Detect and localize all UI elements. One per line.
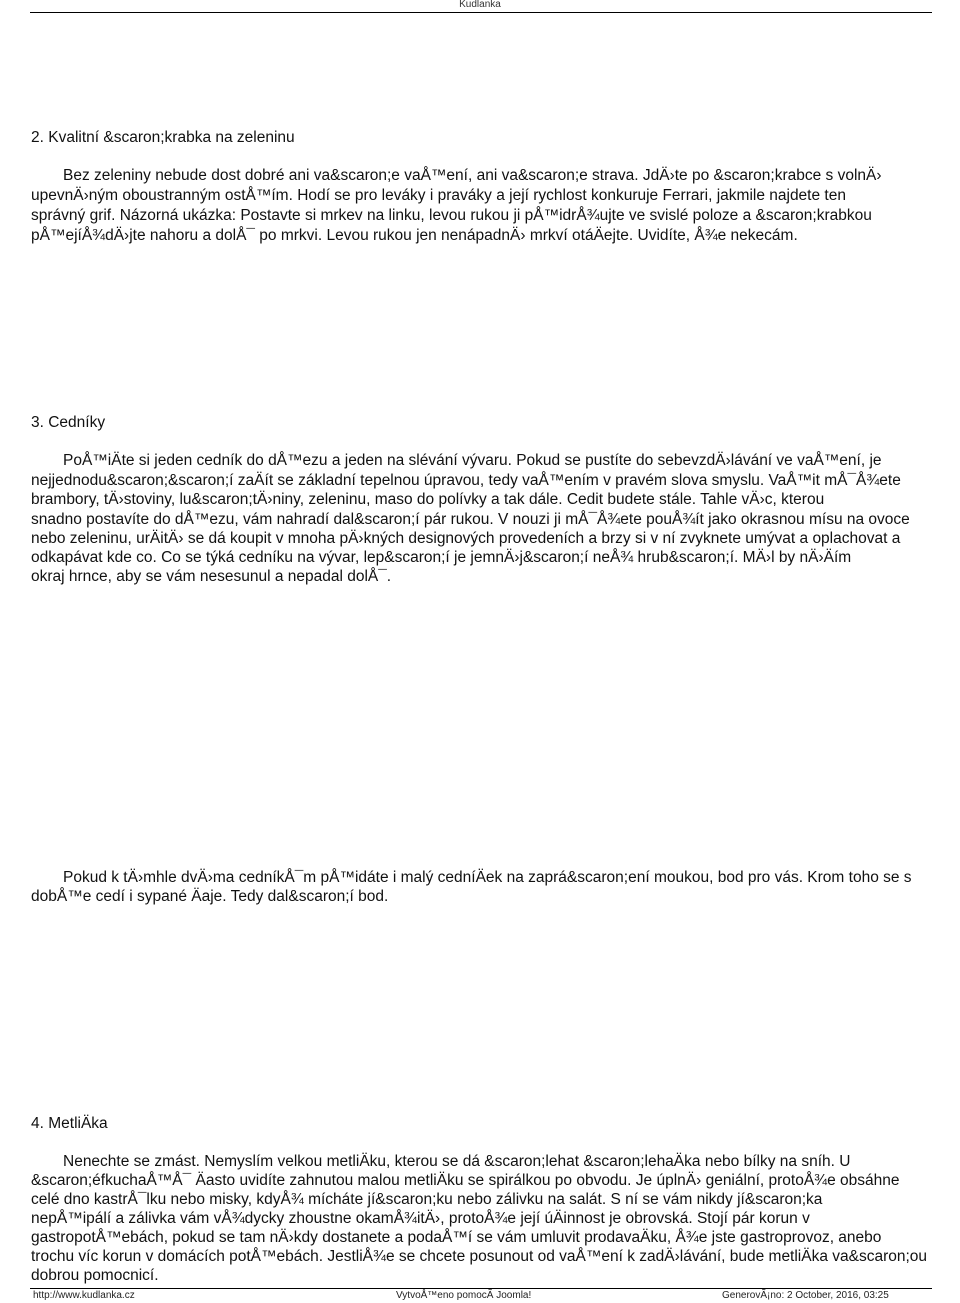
section-heading: 3. Cedníky — [31, 414, 106, 431]
section-heading: 2. Kvalitní &scaron;krabka na zeleninu — [31, 129, 295, 146]
paragraph-line: okraj hrnce, aby se vám nesesunul a nepadal dolÅ¯. — [31, 568, 392, 585]
footer-divider — [30, 1288, 932, 1289]
footer-created-text: VytvoÅ™eno pomocÃ Joomla! — [396, 1290, 532, 1301]
paragraph-line: upevnÄ›ným oboustranným ostÅ™ím. Hodí se pro leváky i praváky a její rychlost konkuruje Ferrari, jakmile najdete ten — [31, 187, 846, 204]
paragraph-line: nejjednodu&scaron;&scaron;í zaÄít se základní tepelnou úpravou, tedy vaÅ™ením v pravém slova smyslu. VaÅ™it mÅ¯Å¾ete — [31, 472, 901, 489]
paragraph-line: celé dno kastrÅ¯lku nebo misky, kdyÅ¾ mícháte jí&scaron;ku nebo zálivku na salát. S ní se vám nikdy jí&scaron;ka — [31, 1191, 823, 1208]
paragraph-line: Pokud k tÄ›mhle dvÄ›ma cedníkÅ¯m pÅ™idáte i malý cedníÄek na zaprá&scaron;ení moukou, bod pro vás. Krom toho se s — [63, 869, 912, 886]
paragraph-line: nepÅ™ipálí a zálivka vám vÅ¾dycky zhoustne okamÅ¾itÄ›, protoÅ¾e její úÄinnost je obrovská. Stojí pár korun v — [31, 1210, 810, 1227]
paragraph-line: &scaron;éfkuchaÅ™Å¯ Äasto uvidíte zahnutou malou metliÄku se spirálkou po obvodu. Je úplnÄ› geniální, protoÅ¾e obsáhne — [31, 1172, 900, 1189]
paragraph-line: gastropotÅ™ebách, pokud se tam nÄ›kdy dostanete a podaÅ™í se vám umluvit prodavaÄku, Å¾e jste gastroprovoz, anebo — [31, 1229, 882, 1246]
paragraph-line: odkapávat kde co. Co se týká cedníku na vývar, lep&scaron;í je jemnÄ›j&scaron;í neÅ¾ hrub&scaron;í. MÄ›l by nÄ›Äím — [31, 549, 852, 566]
paragraph-line: nebo zeleninu, urÄitÄ› se dá koupit v mnoha pÄ›kných designových provedeních a brzy si v ní zvyknete umývat a oplachovat a — [31, 530, 901, 547]
paragraph-line: PoÅ™iÄte si jeden cedník do dÅ™ezu a jeden na slévání vývaru. Pokud se pustíte do sebevzdÄ›lávání ve vaÅ™ení, je — [63, 452, 882, 469]
header-divider — [30, 12, 932, 13]
footer-url-link[interactable]: http://www.kudlanka.cz — [33, 1290, 135, 1301]
paragraph-line: snadno postavíte do dÅ™ezu, vám nahradí dal&scaron;í pár rukou. V nouzi ji mÅ¯Å¾ete pouÅ¾ít jako okrasnou mísu na ovoce — [31, 511, 910, 528]
paragraph-line: trochu víc korun v domácích potÅ™ebách. JestliÅ¾e se chcete posunout od vaÅ™ení k zadÄ›lávání, bude metliÄka va&scaron;ou — [31, 1248, 928, 1265]
paragraph-line: dobÅ™e cedí i sypané Äaje. Tedy dal&scaron;í bod. — [31, 888, 389, 905]
paragraph-line: dobrou pomocnicí. — [31, 1267, 159, 1284]
site-header-title: Kudlanka — [459, 0, 501, 10]
footer-generated-text: GenerovÃ¡no: 2 October, 2016, 03:25 — [722, 1290, 889, 1301]
paragraph-line: brambory, tÄ›stoviny, lu&scaron;tÄ›niny, zeleninu, maso do polívky a tak dále. Cedit budete stále. Tahle vÄ›c, kterou — [31, 491, 825, 508]
paragraph-line: správný grif. Názorná ukázka: Postavte si mrkev na linku, levou rukou ji pÅ™idrÅ¾ujte ve svislé poloze a &scaron;krabkou — [31, 207, 872, 224]
paragraph-line: Bez zeleniny nebude dost dobré ani va&scaron;e vaÅ™ení, ani va&scaron;e strava. JdÄ›te po &scaron;krabce s volnÄ› — [63, 167, 882, 184]
paragraph-line: Nenechte se zmást. Nemyslím velkou metliÄku, kterou se dá &scaron;lehat &scaron;lehaÄka nebo bílky na sníh. U — [63, 1153, 851, 1170]
paragraph-line: pÅ™ejíÅ¾dÄ›jte nahoru a dolÅ¯ po mrkvi. Levou rukou jen nenápadnÄ› mrkví otáÄejte. Uvidíte, Å¾e nekecám. — [31, 227, 798, 244]
section-heading: 4. MetliÄka — [31, 1115, 108, 1132]
